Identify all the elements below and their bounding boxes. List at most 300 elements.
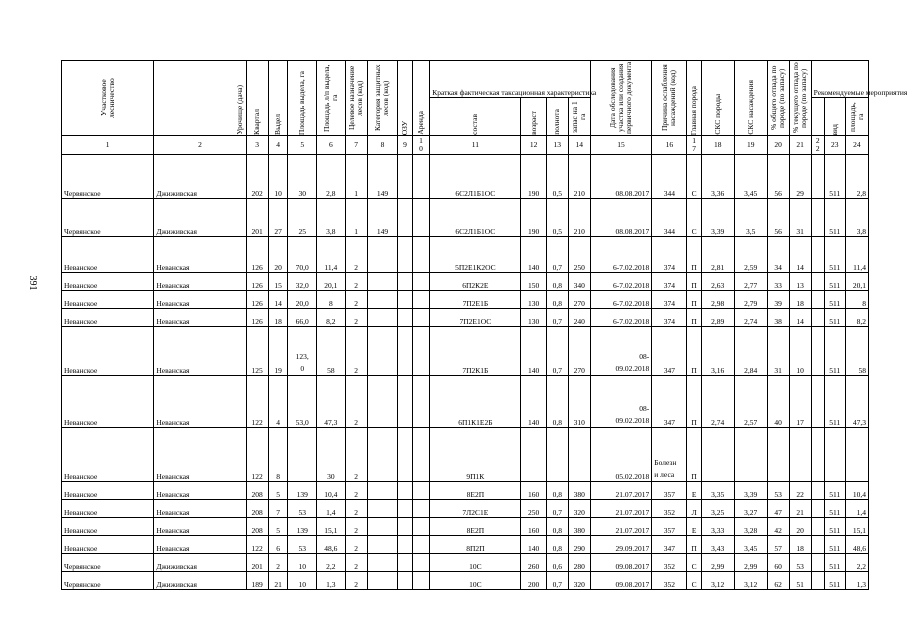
table-cell: 130: [521, 309, 546, 327]
table-cell: 2,79: [734, 291, 767, 309]
table-cell: 250: [568, 237, 590, 273]
forest-inventory-table: [61, 60, 907, 590]
table-cell: 0,7: [546, 500, 568, 518]
table-cell: 22: [789, 482, 811, 500]
table-cell: 8: [268, 428, 288, 482]
table-cell: Неванская: [154, 428, 246, 482]
table-cell: 250: [521, 500, 546, 518]
table-cell: 21.07.2017: [590, 482, 652, 500]
table-cell: 3,5: [734, 199, 767, 237]
table-cell: 0,8: [546, 536, 568, 554]
table-cell: 2: [345, 500, 367, 518]
table-cell: 3,28: [734, 518, 767, 536]
table-cell: 344: [652, 199, 687, 237]
header-ozu: ОЗУ: [398, 61, 412, 136]
table-row: [62, 273, 869, 291]
table-row: [62, 291, 869, 309]
table-cell: 140: [521, 376, 546, 428]
table-cell: 352: [652, 572, 687, 590]
header-species-sks: СКС породы: [701, 61, 734, 136]
table-cell: 511: [824, 572, 845, 590]
table-cell: 0,7: [546, 327, 568, 376]
table-cell: Неванское: [62, 536, 154, 554]
table-cell: 122: [246, 428, 268, 482]
table-cell: 20: [789, 518, 811, 536]
table-cell: 357: [652, 482, 687, 500]
table-cell: 10С: [430, 572, 521, 590]
table-cell: [398, 237, 412, 273]
table-cell: 57: [767, 536, 789, 554]
column-number: 21: [789, 136, 811, 155]
header-forestry-district: Участковое лесничество: [62, 61, 154, 136]
table-cell: Джиживская: [154, 155, 246, 199]
table-cell: 2: [345, 554, 367, 572]
table-cell: 0,7: [546, 572, 568, 590]
table-cell: 20: [268, 237, 288, 273]
table-cell: 21.07.2017: [590, 518, 652, 536]
table-cell: 208: [246, 518, 268, 536]
table-cell: Неванская: [154, 291, 246, 309]
table-cell: [412, 309, 430, 327]
table-cell: 7: [268, 500, 288, 518]
table-cell: 31: [767, 327, 789, 376]
table-cell: 511: [824, 518, 845, 536]
table-cell: 3,35: [701, 482, 734, 500]
table-cell: 05.02.2018: [590, 428, 652, 482]
table-cell: 18: [789, 291, 811, 309]
table-cell: 0,6: [546, 554, 568, 572]
table-cell: 3,39: [701, 199, 734, 237]
table-cell: [412, 273, 430, 291]
table-cell: 47: [767, 500, 789, 518]
header-survey-date: Дата обследования участка или создания первичного документа: [590, 61, 652, 136]
table-row: [62, 554, 869, 572]
table-cell: Неванская: [154, 237, 246, 273]
header-weakening-cause: Причина ослабления насаждений (код): [652, 61, 687, 136]
table-cell: 7Л2С1Е: [430, 500, 521, 518]
column-number: 16: [652, 136, 687, 155]
table-cell: 62: [767, 572, 789, 590]
table-cell: [367, 572, 398, 590]
table-cell: 320: [568, 500, 590, 518]
table-cell: 09.08.2017: [590, 554, 652, 572]
column-number: 19: [734, 136, 767, 155]
table-cell: [412, 518, 430, 536]
table-cell: [367, 518, 398, 536]
table-cell: Неванская: [154, 482, 246, 500]
table-cell: 1: [345, 199, 367, 237]
table-cell: [398, 518, 412, 536]
table-cell: 208: [246, 482, 268, 500]
table-cell: [811, 500, 824, 518]
table-cell: 374: [652, 273, 687, 291]
column-number: 9: [398, 136, 412, 155]
table-cell: 347: [652, 327, 687, 376]
table-cell: 374: [652, 309, 687, 327]
table-cell: 18: [268, 309, 288, 327]
table-cell: 352: [652, 554, 687, 572]
table-cell: [521, 428, 546, 482]
column-number: 2: [154, 136, 246, 155]
table-cell: 9П1К: [430, 428, 521, 482]
table-cell: Червянское: [62, 554, 154, 572]
table-cell: 5П2Е1К2ОС: [430, 237, 521, 273]
table-cell: 3,12: [701, 572, 734, 590]
table-cell: 3,12: [734, 572, 767, 590]
table-cell: П: [687, 273, 701, 291]
table-cell: 3,36: [701, 155, 734, 199]
table-cell: 8: [317, 291, 346, 309]
header-recommended-group: Рекомендуемые мероприятия: [811, 61, 868, 98]
table-row: [62, 482, 869, 500]
table-cell: [398, 327, 412, 376]
table-cell: 374: [652, 237, 687, 273]
table-cell: 6-7.02.2018: [590, 273, 652, 291]
table-cell: 149: [367, 155, 398, 199]
table-cell: 30: [288, 155, 317, 199]
table-cell: [767, 428, 789, 482]
table-cell: 8Е2П: [430, 482, 521, 500]
table-cell: С: [687, 199, 701, 237]
table-cell: Джиживская: [154, 572, 246, 590]
column-number: 18: [701, 136, 734, 155]
table-cell: 139: [288, 482, 317, 500]
table-cell: С: [687, 554, 701, 572]
table-cell: 8: [845, 291, 868, 309]
table-cell: 08.08.2017: [590, 155, 652, 199]
table-cell: [734, 428, 767, 482]
table-cell: 270: [568, 291, 590, 309]
table-cell: [367, 237, 398, 273]
table-cell: Червянское: [62, 155, 154, 199]
table-cell: 10,4: [317, 482, 346, 500]
table-cell: [367, 309, 398, 327]
table-cell: [811, 155, 824, 199]
column-number: 15: [590, 136, 652, 155]
table-cell: 25: [288, 199, 317, 237]
table-cell: 10: [268, 155, 288, 199]
table-cell: 5: [268, 482, 288, 500]
header-rec-blank: [811, 98, 824, 136]
table-cell: 2,8: [845, 155, 868, 199]
table-cell: 2: [268, 554, 288, 572]
table-cell: 2,98: [701, 291, 734, 309]
table-cell: П: [687, 327, 701, 376]
table-cell: 201: [246, 554, 268, 572]
table-cell: 202: [246, 155, 268, 199]
table-cell: [701, 428, 734, 482]
table-cell: [398, 291, 412, 309]
header-stock: запас на 1 га: [568, 98, 590, 136]
table-cell: 352: [652, 500, 687, 518]
table-cell: П: [687, 376, 701, 428]
table-cell: П: [687, 536, 701, 554]
column-number: 8: [367, 136, 398, 155]
header-stand-sks: СКС насаждения: [734, 61, 767, 136]
header-rec-type: вид: [824, 98, 845, 136]
table-cell: 260: [521, 554, 546, 572]
table-cell: [412, 327, 430, 376]
table-cell: 6: [268, 536, 288, 554]
table-cell: П: [687, 309, 701, 327]
column-number: 24: [845, 136, 868, 155]
column-number: 5: [288, 136, 317, 155]
table-cell: 511: [824, 500, 845, 518]
table-cell: 8,2: [845, 309, 868, 327]
table-cell: 2: [345, 428, 367, 482]
table-cell: 208: [246, 500, 268, 518]
table-cell: [288, 428, 317, 482]
table-cell: 2,2: [845, 554, 868, 572]
table-cell: 2: [345, 536, 367, 554]
table-cell: [811, 536, 824, 554]
column-number: 7: [345, 136, 367, 155]
table-cell: 511: [824, 554, 845, 572]
header-pathology-area: Площадь л/п выдела, га: [317, 61, 346, 136]
table-cell: Неванская: [154, 536, 246, 554]
column-number: 6: [317, 136, 346, 155]
table-cell: 08- 09.02.2018: [590, 376, 652, 428]
table-cell: 0,8: [546, 273, 568, 291]
table-cell: 511: [824, 237, 845, 273]
table-cell: 122: [246, 376, 268, 428]
table-cell: 190: [521, 199, 546, 237]
table-cell: Неванское: [62, 237, 154, 273]
table-cell: [412, 428, 430, 482]
table-cell: Червянское: [62, 572, 154, 590]
table-cell: 511: [824, 482, 845, 500]
table-cell: 18: [789, 536, 811, 554]
table-cell: [811, 518, 824, 536]
table-cell: [412, 554, 430, 572]
table-cell: 357: [652, 518, 687, 536]
table-cell: Неванская: [154, 376, 246, 428]
table-cell: 3,45: [734, 155, 767, 199]
table-cell: 310: [568, 376, 590, 428]
table-cell: 2,74: [734, 309, 767, 327]
header-rec-area: площадь, га: [845, 98, 868, 136]
table-cell: Неванское: [62, 518, 154, 536]
table-cell: 09.08.2017: [590, 572, 652, 590]
table-cell: 511: [824, 376, 845, 428]
table-cell: П: [687, 291, 701, 309]
table-cell: 47,3: [317, 376, 346, 428]
table-cell: 347: [652, 376, 687, 428]
table-cell: 2,84: [734, 327, 767, 376]
table-cell: С: [687, 155, 701, 199]
table-cell: П: [687, 428, 701, 482]
table-cell: [811, 554, 824, 572]
table-cell: Неванское: [62, 500, 154, 518]
table-cell: [398, 536, 412, 554]
table-cell: 511: [824, 536, 845, 554]
header-protective-category: Категория защитных лесов (код): [367, 61, 398, 136]
table-cell: 2,81: [701, 237, 734, 273]
table-cell: [398, 155, 412, 199]
table-cell: 14: [268, 291, 288, 309]
table-cell: 2,2: [317, 554, 346, 572]
table-cell: [845, 428, 868, 482]
column-number: 1 0: [412, 136, 430, 155]
table-cell: Неванское: [62, 482, 154, 500]
table-cell: 0,8: [546, 291, 568, 309]
table-cell: 0,8: [546, 482, 568, 500]
table-cell: Неванское: [62, 291, 154, 309]
table-cell: 8,2: [317, 309, 346, 327]
table-cell: 20,1: [845, 273, 868, 291]
header-main-species: Главная порода: [687, 61, 701, 136]
table-cell: 190: [521, 155, 546, 199]
table-cell: 08.08.2017: [590, 199, 652, 237]
table-cell: [811, 327, 824, 376]
table-cell: 2: [345, 376, 367, 428]
table-cell: 3,8: [845, 199, 868, 237]
table-cell: 27: [268, 199, 288, 237]
table-cell: Болезн и леса: [652, 428, 687, 482]
table-cell: 14: [789, 237, 811, 273]
table-cell: Джиживская: [154, 554, 246, 572]
column-number: 1: [62, 136, 154, 155]
table-cell: [568, 428, 590, 482]
table-row: [62, 327, 869, 376]
table-cell: 0,8: [546, 376, 568, 428]
table-cell: [811, 237, 824, 273]
table-cell: 0,8: [546, 518, 568, 536]
table-cell: 320: [568, 572, 590, 590]
table-cell: [398, 199, 412, 237]
table-cell: 40: [767, 376, 789, 428]
table-cell: 2,89: [701, 309, 734, 327]
table-cell: [811, 309, 824, 327]
table-cell: [398, 376, 412, 428]
table-cell: 140: [521, 237, 546, 273]
column-number: 20: [767, 136, 789, 155]
table-cell: [412, 199, 430, 237]
header-composition: состав: [430, 98, 521, 136]
table-cell: 2: [345, 482, 367, 500]
table-cell: [398, 482, 412, 500]
header-lease: Аренда: [412, 61, 430, 136]
table-cell: 130: [521, 291, 546, 309]
table-cell: 511: [824, 273, 845, 291]
header-allotment-area: Площадь выдела, га: [288, 61, 317, 136]
table-cell: [367, 536, 398, 554]
table-cell: 160: [521, 482, 546, 500]
table-cell: 7П2Е1Б: [430, 291, 521, 309]
table-cell: 31: [789, 199, 811, 237]
table-cell: 2,77: [734, 273, 767, 291]
table-cell: 11,4: [845, 237, 868, 273]
table-cell: 29.09.2017: [590, 536, 652, 554]
table-cell: 48,6: [317, 536, 346, 554]
table-cell: 2: [345, 572, 367, 590]
table-cell: 13: [789, 273, 811, 291]
header-total-dieback: % общего отпада по породе (по запасу): [767, 61, 789, 136]
table-cell: 51: [789, 572, 811, 590]
table-cell: 10: [288, 572, 317, 590]
table-cell: 374: [652, 291, 687, 309]
table-cell: 60: [767, 554, 789, 572]
table-cell: 14: [789, 309, 811, 327]
table-cell: 0,5: [546, 199, 568, 237]
table-cell: [367, 273, 398, 291]
table-cell: Неванская: [154, 309, 246, 327]
table-cell: 3,8: [317, 199, 346, 237]
table-cell: [811, 376, 824, 428]
table-cell: 6С2Л1Б1ОС: [430, 155, 521, 199]
table-cell: 3,43: [701, 536, 734, 554]
column-number: 13: [546, 136, 568, 155]
table-cell: 42: [767, 518, 789, 536]
table-cell: [412, 376, 430, 428]
table-cell: [811, 273, 824, 291]
table-cell: 7П2К1Б: [430, 327, 521, 376]
table-cell: 511: [824, 291, 845, 309]
table-cell: 21: [268, 572, 288, 590]
table-cell: 8Е2П: [430, 518, 521, 536]
table-cell: 201: [246, 199, 268, 237]
table-cell: 6П2К2Е: [430, 273, 521, 291]
table-cell: 2: [345, 309, 367, 327]
table-cell: 2,99: [701, 554, 734, 572]
table-cell: 125: [246, 327, 268, 376]
table-cell: 53: [288, 536, 317, 554]
table-cell: 126: [246, 309, 268, 327]
table-cell: 39: [767, 291, 789, 309]
column-number: 23: [824, 136, 845, 155]
table-cell: 1,3: [845, 572, 868, 590]
table-cell: 3,45: [734, 536, 767, 554]
table-cell: [367, 428, 398, 482]
header-quarter: Квартал: [246, 61, 268, 136]
table-cell: [546, 428, 568, 482]
table-cell: 10,4: [845, 482, 868, 500]
table-cell: 15,1: [317, 518, 346, 536]
table-cell: [824, 428, 845, 482]
table-cell: 70,0: [288, 237, 317, 273]
table-cell: 17: [789, 376, 811, 428]
table-cell: 511: [824, 155, 845, 199]
table-cell: 2: [345, 518, 367, 536]
table-cell: [811, 199, 824, 237]
table-cell: 0,7: [546, 237, 568, 273]
column-number: 12: [521, 136, 546, 155]
table-cell: 189: [246, 572, 268, 590]
table-cell: 160: [521, 518, 546, 536]
table-cell: 2: [345, 273, 367, 291]
table-cell: 3,16: [701, 327, 734, 376]
column-number-row: [62, 136, 869, 155]
table-cell: 2,74: [701, 376, 734, 428]
header-purpose-code: Целевое назначение лесов (код): [345, 61, 367, 136]
table-cell: 56: [767, 199, 789, 237]
table-cell: 149: [367, 199, 398, 237]
table-cell: 33: [767, 273, 789, 291]
table-cell: 123, 0: [288, 327, 317, 376]
table-cell: 4: [268, 376, 288, 428]
header-density: полнота: [546, 98, 568, 136]
table-cell: [412, 482, 430, 500]
table-row: [62, 199, 869, 237]
table-cell: 511: [824, 199, 845, 237]
table-cell: [398, 428, 412, 482]
table-cell: [412, 291, 430, 309]
table-cell: 2,57: [734, 376, 767, 428]
table-cell: 2,99: [734, 554, 767, 572]
table-cell: 15,1: [845, 518, 868, 536]
table-cell: 10: [288, 554, 317, 572]
column-number: 11: [430, 136, 521, 155]
